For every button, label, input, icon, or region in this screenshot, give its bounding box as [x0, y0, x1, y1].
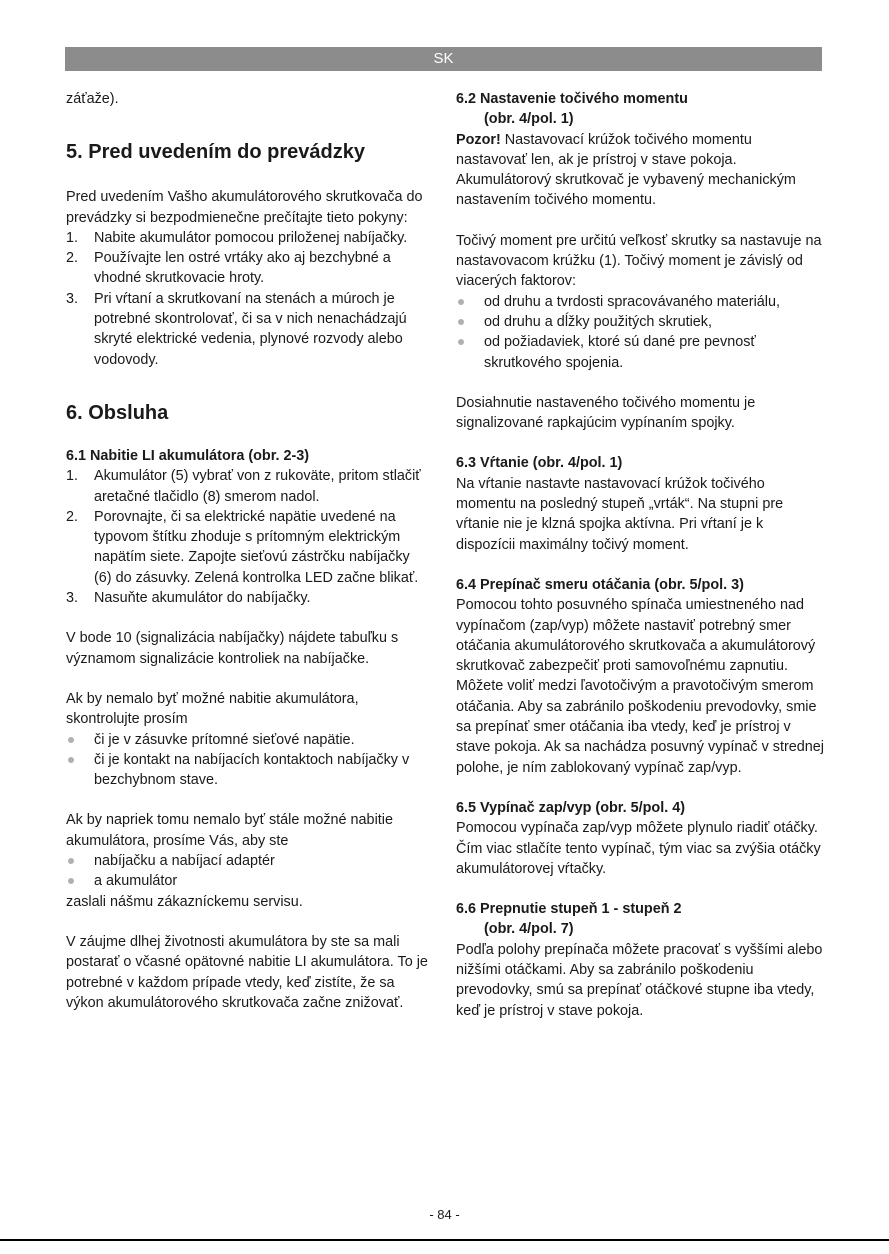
warning-label: Pozor! — [456, 131, 501, 148]
section-5-list — [66, 228, 428, 370]
section-6-2-subtitle: (obr. 4/pol. 1) — [484, 111, 574, 128]
bullet-icon — [458, 339, 464, 345]
bullet-icon — [68, 858, 74, 864]
list-item: či je v zásuvke prítomné sieťové napätie. — [66, 730, 428, 750]
paragraph — [456, 130, 826, 211]
bullet-icon — [458, 299, 464, 305]
page-number: - 84 - — [429, 1207, 460, 1222]
paragraph: V záujme dlhej životnosti akumulátora by ste sa mali postarať o včasné opätovné nabitie LI akumulátora. To je potrebné v každom prípade vtedy, keď zistíte, že sa výkon akumulátorového skrutkovača začne znižovať. — [66, 933, 428, 1011]
section-6-2-title: 6.2 Nastavenie točivého momentu — [456, 91, 688, 107]
bottom-divider — [0, 1239, 889, 1241]
paragraph: Dosiahnutie nastaveného točivého momentu je signalizované rapkajúcim vypínaním spojky. — [456, 394, 756, 432]
language-label: SK — [433, 50, 454, 67]
bullet-list — [456, 292, 826, 373]
paragraph: Ak by nemalo byť možné nabitie akumulátora, skontrolujte prosím — [66, 690, 359, 728]
list-item: 2. Používajte len ostré vrtáky ako aj bezchybné a vhodné skrutkovacie hroty. — [66, 250, 391, 287]
list-item: či je kontakt na nabíjacích kontaktoch nabíjačky v bezchybnom stave. — [66, 750, 428, 791]
section-6-6-title: 6.6 Prepnutie stupeň 1 - stupeň 2 — [456, 901, 682, 918]
list-item: od požiadaviek, ktoré sú dané pre pevnosť skrutkového spojenia. — [456, 332, 826, 373]
bullet-icon — [68, 737, 74, 743]
paragraph: V bode 10 (signalizácia nabíjačky) nájdete tabuľku s významom signalizácie kontroliek na nabíjačke. — [66, 630, 399, 667]
list-item: 2. Porovnajte, či sa elektrické napätie uvedené na typovom štítku zhoduje s prítomným elektrickým napätím siete. Zapojte sieťovú zástrčku nabíjačky (6) do zásuvky. Zelená kontrolka LED začne blikať. — [66, 508, 419, 586]
section-6-5-title: 6.5 Vypínač zap/vyp (obr. 5/pol. 4) — [456, 799, 685, 816]
list-item: nabíjačku a nabíjací adaptér — [66, 851, 428, 871]
list-item: 3. Pri vŕtaní a skrutkovaní na stenách a múroch je potrebné skontrolovať, či sa v nich nenachádzajú skryté elektrické vedenia, plynové rozvody alebo vodovody. — [66, 290, 407, 368]
list-item: 3. Nasuňte akumulátor do nabíjačky. — [66, 590, 311, 607]
section-6-1-list — [66, 466, 428, 608]
paragraph: Na vŕtanie nastavte nastavovací krúžok točivého momentu na posledný stupeň „vrták“. Na stupni pre vŕtanie nie je klzná spojka aktívna. Pri vŕtaní je k dispozícii maximálny točivý moment. — [456, 475, 784, 553]
paragraph: Podľa polohy prepínača môžete pracovať s vyššími alebo nižšími otáčkami. Aby sa zabránilo poškodeniu prevodovky, smú sa prepínať otáčkové stupne iba vtedy, keď je prístroj v stave pokoja. — [456, 941, 823, 1019]
section-6-3-title: 6.3 Vŕtanie (obr. 4/pol. 1) — [456, 455, 623, 472]
list-item: a akumulátor — [66, 871, 428, 891]
paragraph: zaslali nášmu zákazníckemu servisu. — [66, 893, 303, 910]
bullet-icon — [458, 319, 464, 325]
bullet-list — [66, 851, 428, 892]
list-item: od druhu a tvrdosti spracovávaného materiálu, — [456, 292, 826, 312]
section-6-6-subtitle: (obr. 4/pol. 7) — [484, 921, 574, 938]
right-column — [456, 89, 826, 1021]
list-item: 1. Akumulátor (5) vybrať von z rukoväte, pritom stlačiť aretačné tlačidlo (8) smerom nadol. — [66, 468, 421, 505]
section-6-4-title: 6.4 Prepínač smeru otáčania (obr. 5/pol. 3) — [456, 576, 744, 593]
bullet-list — [66, 730, 428, 791]
section-6-title: 6. Obsluha — [66, 401, 169, 424]
list-item: od druhu a dĺžky použitých skrutiek, — [456, 312, 826, 332]
left-column — [66, 89, 428, 1013]
warning-text: Nastavovací krúžok točivého momentu nastavovať len, ak je prístroj v stave pokoja. Akumulátorový skrutkovač je vybavený mechanickým nastavením točivého momentu. — [456, 131, 796, 209]
paragraph: Pomocou vypínača zap/vyp môžete plynulo riadiť otáčky. Čím viac stlačíte tento vypínač, tým viac sa zvýšia otáčky akumulátorovej vŕtačky. — [456, 820, 821, 877]
paragraph: Ak by napriek tomu nemalo byť stále možné nabitie akumulátora, prosíme Vás, aby ste — [66, 812, 393, 849]
language-header-bar — [65, 47, 822, 71]
paragraph: Pomocou tohto posuvného spínača umiestneného nad vypínačom (zap/vyp) môžete nastaviť potrebný smer otáčania akumulátorového skrutkovača a akumulátorový skrutkovač zabezpečiť proti samovoľnému zapnutiu. Môžete voliť medzi ľavotočivým a pravotočivým smerom otáčania. Aby sa zabránilo poškodeniu prevodovky, smie sa prepínať smer otáčania iba vtedy, keď je prístroj v stave pokoja. Ak sa nachádza posuvný vypínač v strednej polohe, je ním zablokovaný vypínač zap/vyp. — [456, 597, 824, 776]
continued-text: záťaže). — [66, 91, 119, 107]
section-5-title: 5. Pred uvedením do prevádzky — [66, 141, 365, 164]
section-6-1-title: 6.1 Nabitie LI akumulátora (obr. 2-3) — [66, 447, 310, 464]
list-item: 1. Nabite akumulátor pomocou priloženej nabíjačky. — [66, 229, 408, 246]
paragraph: Točivý moment pre určitú veľkosť skrutky sa nastavuje na nastavovacom krúžku (1). Točivý moment je závislý od viacerých faktorov: — [456, 232, 822, 290]
section-5-intro: Pred uvedením Vašho akumulátorového skrutkovača do prevádzky si bezpodmienečne prečítajte tieto pokyny: — [66, 189, 423, 226]
bullet-icon — [68, 878, 74, 884]
bullet-icon — [68, 757, 74, 763]
